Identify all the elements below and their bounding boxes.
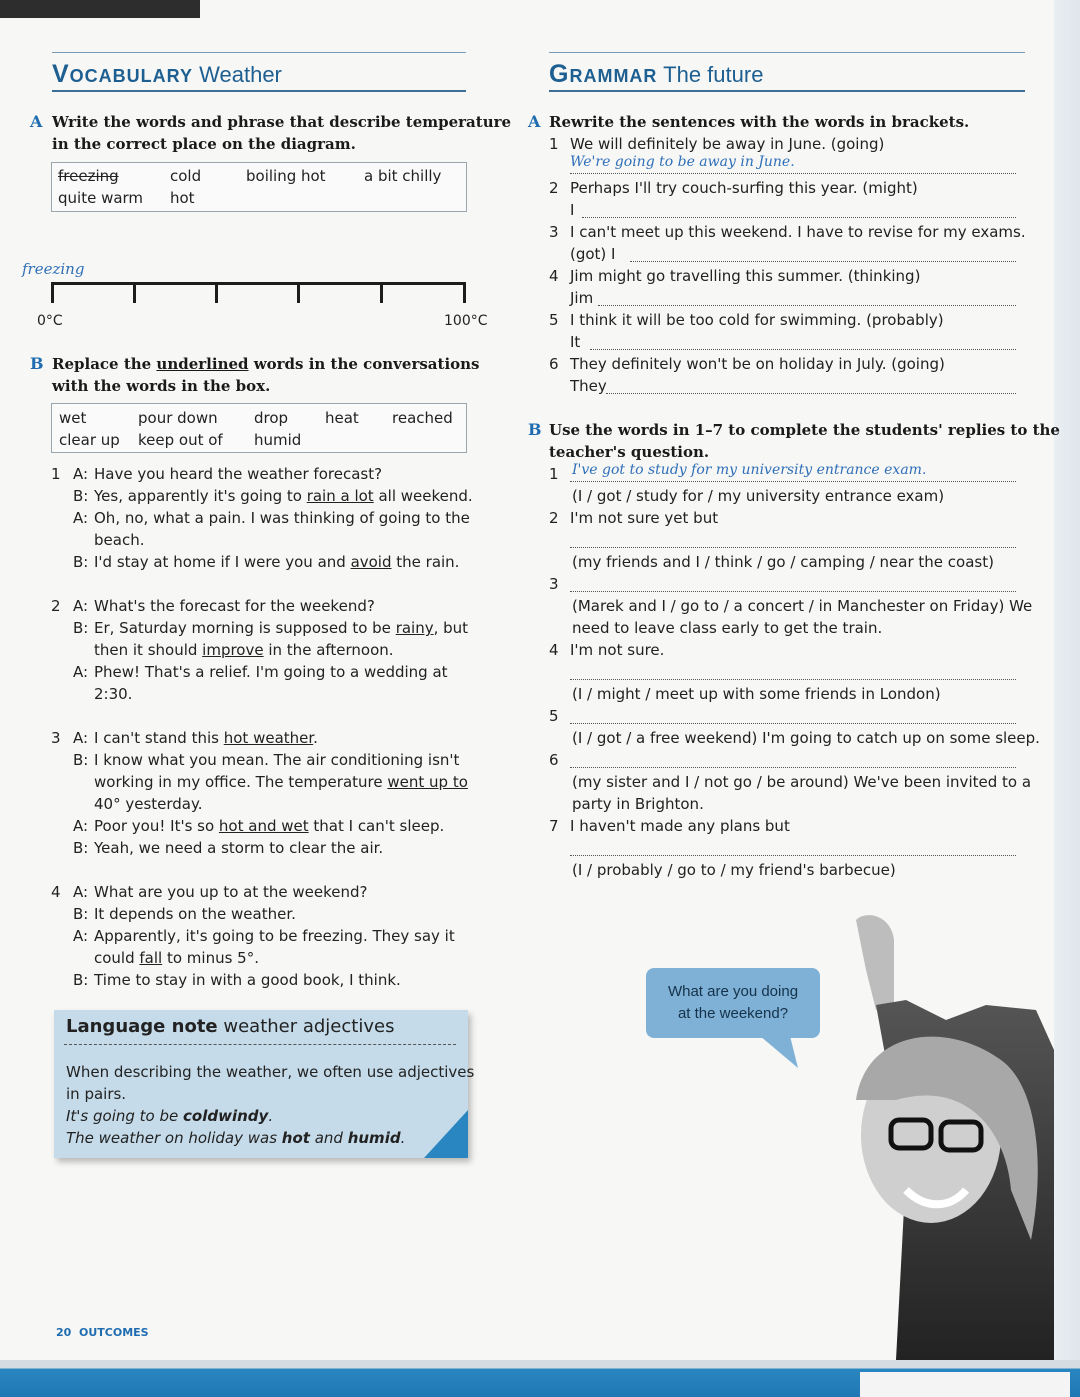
speaker-label: B: — [73, 905, 89, 923]
dialogue-text: It depends on the weather. — [94, 905, 296, 923]
divider — [52, 52, 466, 53]
word-cue: (I / got / a free weekend) I'm going to catch up on some sleep. — [572, 729, 1040, 747]
dialogue-line — [94, 793, 203, 815]
word: keep out of — [138, 431, 223, 449]
scale-tick — [463, 282, 466, 303]
conversation-number: 2 — [51, 597, 61, 615]
dialogue-text: I'd stay at home if I were you and — [94, 553, 351, 571]
scale-tick — [133, 282, 136, 303]
speech-bubble — [646, 968, 820, 1038]
reply-start: I'm not sure. — [570, 641, 665, 659]
divider — [52, 90, 466, 92]
dialogue-text: the rain. — [391, 553, 460, 571]
speaker-label: B: — [73, 839, 89, 857]
word: humid — [254, 431, 302, 449]
word: quite warm — [58, 189, 144, 207]
item-number: 2 — [549, 509, 559, 527]
dialogue-text: 40° yesterday. — [94, 795, 203, 813]
note-example: It's going to be coldwindy. — [66, 1107, 274, 1125]
item-number: 6 — [549, 751, 559, 769]
speaker-label: B: — [73, 971, 89, 989]
instruction: Rewrite the sentences with the words in brackets. — [549, 113, 970, 131]
dialogue-text: in the afternoon. — [263, 641, 394, 659]
section-letter: B — [528, 420, 542, 439]
dialogue-text: that I can't sleep. — [308, 817, 445, 835]
answer-start: I — [570, 201, 575, 219]
dialogue-line — [94, 617, 468, 639]
dialogue-line — [94, 771, 468, 793]
word: wet — [59, 409, 87, 427]
speaker-label: B: — [73, 553, 89, 571]
answer-line — [570, 546, 1016, 548]
word-cue: (Marek and I / go to / a concert / in Manchester on Friday) We — [572, 597, 1033, 615]
divider — [549, 90, 1025, 92]
dialogue-line — [94, 485, 473, 507]
underlined-phrase: went up to — [387, 773, 468, 791]
dialogue-text: could — [94, 949, 140, 967]
item-number: 1 — [549, 135, 559, 153]
scale-tick — [380, 282, 383, 303]
underlined-phrase: fall — [139, 949, 163, 967]
word: freezing — [58, 167, 119, 185]
sentence: They definitely won't be on holiday in July. (going) — [570, 355, 945, 373]
top-bar — [0, 0, 200, 18]
page-edge — [1054, 0, 1080, 1397]
dialogue-line — [94, 595, 375, 617]
speaker-label: A: — [73, 729, 89, 747]
answer-line — [590, 348, 1016, 350]
item-number: 5 — [549, 707, 559, 725]
item-number: 5 — [549, 311, 559, 329]
note-body: in pairs. — [66, 1085, 127, 1103]
dialogue-line — [94, 881, 367, 903]
dialogue-line — [94, 903, 296, 925]
dialogue-text: Oh, no, what a pain. I was thinking of going to the — [94, 509, 470, 527]
dialogue-text: then it should — [94, 641, 203, 659]
underlined-phrase: rainy — [395, 619, 434, 637]
dialogue-text: Poor you! It's so — [94, 817, 219, 835]
item-number: 1 — [549, 465, 559, 483]
dialogue-text: Er, Saturday morning is supposed to be — [94, 619, 396, 637]
answer-start: They — [570, 377, 607, 395]
grammar-title: Grammar The future — [549, 60, 764, 88]
scale-tick — [51, 282, 54, 303]
scale-max: 100°C — [444, 313, 488, 329]
sentence: I think it will be too cold for swimming. (probably) — [570, 311, 944, 329]
dialogue-text: Apparently, it's going to be freezing. They say it — [94, 927, 455, 945]
handwritten-answer: We're going to be away in June. — [570, 154, 795, 170]
temperature-scale — [52, 282, 466, 285]
dialogue-text: beach. — [94, 531, 145, 549]
word-cue: need to leave class early to get the train. — [572, 619, 883, 637]
word-cue: (my sister and I / not go / be around) We've been invited to a — [572, 773, 1032, 791]
speaker-label: A: — [73, 597, 89, 615]
speaker-label: A: — [73, 883, 89, 901]
answer-line — [570, 590, 1016, 592]
dialogue-text: I know what you mean. The air conditioning isn't — [94, 751, 460, 769]
answer-line — [570, 480, 1016, 482]
word: boiling hot — [246, 167, 326, 185]
language-note — [54, 1010, 475, 1158]
dialogue-line — [94, 683, 132, 705]
dialogue-text: . — [313, 729, 318, 747]
answer-line — [570, 722, 1016, 724]
dialogue-text: 2:30. — [94, 685, 133, 703]
handwritten-answer: I've got to study for my university entrance exam. — [572, 462, 927, 478]
corner-fold-icon — [424, 1110, 468, 1158]
underlined-phrase: improve — [202, 641, 264, 659]
item-number: 2 — [549, 179, 559, 197]
underlined-phrase: hot weather — [223, 729, 314, 747]
bubble-text: at the weekend? — [677, 1005, 789, 1022]
instruction: in the correct place on the diagram. — [52, 135, 356, 153]
sentence: I can't meet up this weekend. I have to revise for my exams. — [570, 223, 1026, 241]
word-cue: (I / might / meet up with some friends in London) — [572, 685, 941, 703]
dialogue-text: , but — [433, 619, 469, 637]
answer-line — [570, 854, 1016, 856]
item-number: 4 — [549, 267, 559, 285]
answer-line — [630, 260, 1016, 262]
reply-start: I'm not sure yet but — [570, 509, 719, 527]
speaker-label: A: — [73, 663, 89, 681]
dialogue-text: to minus 5°. — [162, 949, 259, 967]
word-cue: party in Brighton. — [572, 795, 704, 813]
word-cue: (I / probably / go to / my friend's barbecue) — [572, 861, 896, 879]
word: drop — [254, 409, 289, 427]
section-letter: A — [30, 112, 43, 131]
conversation-number: 4 — [51, 883, 61, 901]
dialogue-line — [94, 529, 144, 551]
word-cue: (my friends and I / think / go / camping / near the coast) — [572, 553, 994, 571]
note-title: Language note weather adjectives — [66, 1016, 395, 1037]
dialogue-text: Yes, apparently it's going to — [94, 487, 307, 505]
dialogue-line — [94, 969, 401, 991]
bottom-strip — [860, 1372, 1070, 1397]
word: hot — [170, 189, 195, 207]
item-number: 3 — [549, 223, 559, 241]
dialogue-line — [94, 815, 444, 837]
item-number: 4 — [549, 641, 559, 659]
answer-line — [570, 678, 1016, 680]
sentence: Jim might go travelling this summer. (thinking) — [570, 267, 921, 285]
dialogue-line — [94, 507, 470, 529]
sentence: We will definitely be away in June. (going) — [570, 135, 885, 153]
note-body: When describing the weather, we often use adjectives — [66, 1063, 475, 1081]
answer-start: (got) I — [570, 245, 616, 263]
dialogue-line — [94, 837, 383, 859]
bubble-text: What are you doing — [667, 983, 799, 1000]
speaker-label: B: — [73, 751, 89, 769]
sentence: Perhaps I'll try couch-surfing this year. (might) — [570, 179, 918, 197]
reply-start: I haven't made any plans but — [570, 817, 790, 835]
dialogue-text: Time to stay in with a good book, I think. — [94, 971, 401, 989]
dialogue-text: What's the forecast for the weekend? — [94, 597, 375, 615]
dialogue-text: Phew! That's a relief. I'm going to a wedding at — [94, 663, 448, 681]
word-cue: (I / got / study for / my university entrance exam) — [572, 487, 945, 505]
underlined-phrase: rain a lot — [306, 487, 374, 505]
underlined-phrase: hot and wet — [218, 817, 309, 835]
item-number: 7 — [549, 817, 559, 835]
bubble-tail — [760, 1036, 800, 1070]
item-number: 6 — [549, 355, 559, 373]
speaker-label: A: — [73, 465, 89, 483]
dialogue-line — [94, 925, 455, 947]
instruction: Write the words and phrase that describe temperature — [52, 113, 512, 131]
dialogue-text: I can't stand this — [94, 729, 224, 747]
divider — [64, 1044, 456, 1045]
word: clear up — [59, 431, 120, 449]
conversation-number: 1 — [51, 465, 61, 483]
dialogue-text: working in my office. The temperature — [94, 773, 388, 791]
answer-line — [598, 304, 1016, 306]
answer-line — [570, 766, 1016, 768]
dialogue-text: Yeah, we need a storm to clear the air. — [94, 839, 384, 857]
answer-start: It — [570, 333, 581, 351]
dialogue-line — [94, 727, 318, 749]
speaker-label: A: — [73, 817, 89, 835]
speaker-label: B: — [73, 487, 89, 505]
answer-start: Jim — [570, 289, 594, 307]
word: reached — [392, 409, 453, 427]
dialogue-text: What are you up to at the weekend? — [94, 883, 368, 901]
divider — [549, 52, 1025, 53]
dialogue-text: all weekend. — [373, 487, 473, 505]
scale-tick — [297, 282, 300, 303]
vocab-title: Vocabulary Weather — [52, 60, 282, 88]
instruction: with the words in the box. — [52, 377, 271, 395]
word: pour down — [138, 409, 218, 427]
section-letter: B — [30, 354, 44, 373]
speaker-label: B: — [73, 619, 89, 637]
underlined-phrase: avoid — [350, 553, 392, 571]
dialogue-line — [94, 639, 394, 661]
scale-min: 0°C — [37, 313, 63, 329]
instruction: Replace the underlined words in the conversations — [52, 355, 480, 373]
word: cold — [170, 167, 202, 185]
dialogue-line — [94, 749, 459, 771]
dialogue-text: Have you heard the weather forecast? — [94, 465, 383, 483]
conversation-number: 3 — [51, 729, 61, 747]
section-letter: A — [528, 112, 541, 131]
answer-line — [582, 216, 1016, 218]
word: a bit chilly — [364, 167, 442, 185]
dialogue-line — [94, 551, 459, 573]
word: heat — [325, 409, 359, 427]
dialogue-line — [94, 947, 259, 969]
page-footer: 20 OUTCOMES — [56, 1326, 149, 1339]
answer-line — [606, 392, 1016, 394]
answer-line — [570, 172, 1016, 174]
speaker-label: A: — [73, 927, 89, 945]
speaker-label: A: — [73, 509, 89, 527]
instruction: teacher's question. — [549, 443, 710, 461]
dialogue-line — [94, 463, 382, 485]
diagram-answer: freezing — [22, 260, 85, 278]
instruction: Use the words in 1–7 to complete the students' replies to the — [549, 421, 1060, 439]
note-example: The weather on holiday was hot and humid. — [66, 1129, 406, 1147]
item-number: 3 — [549, 575, 559, 593]
scale-tick — [215, 282, 218, 303]
teacher-photo — [836, 910, 1054, 1360]
dialogue-line — [94, 661, 448, 683]
